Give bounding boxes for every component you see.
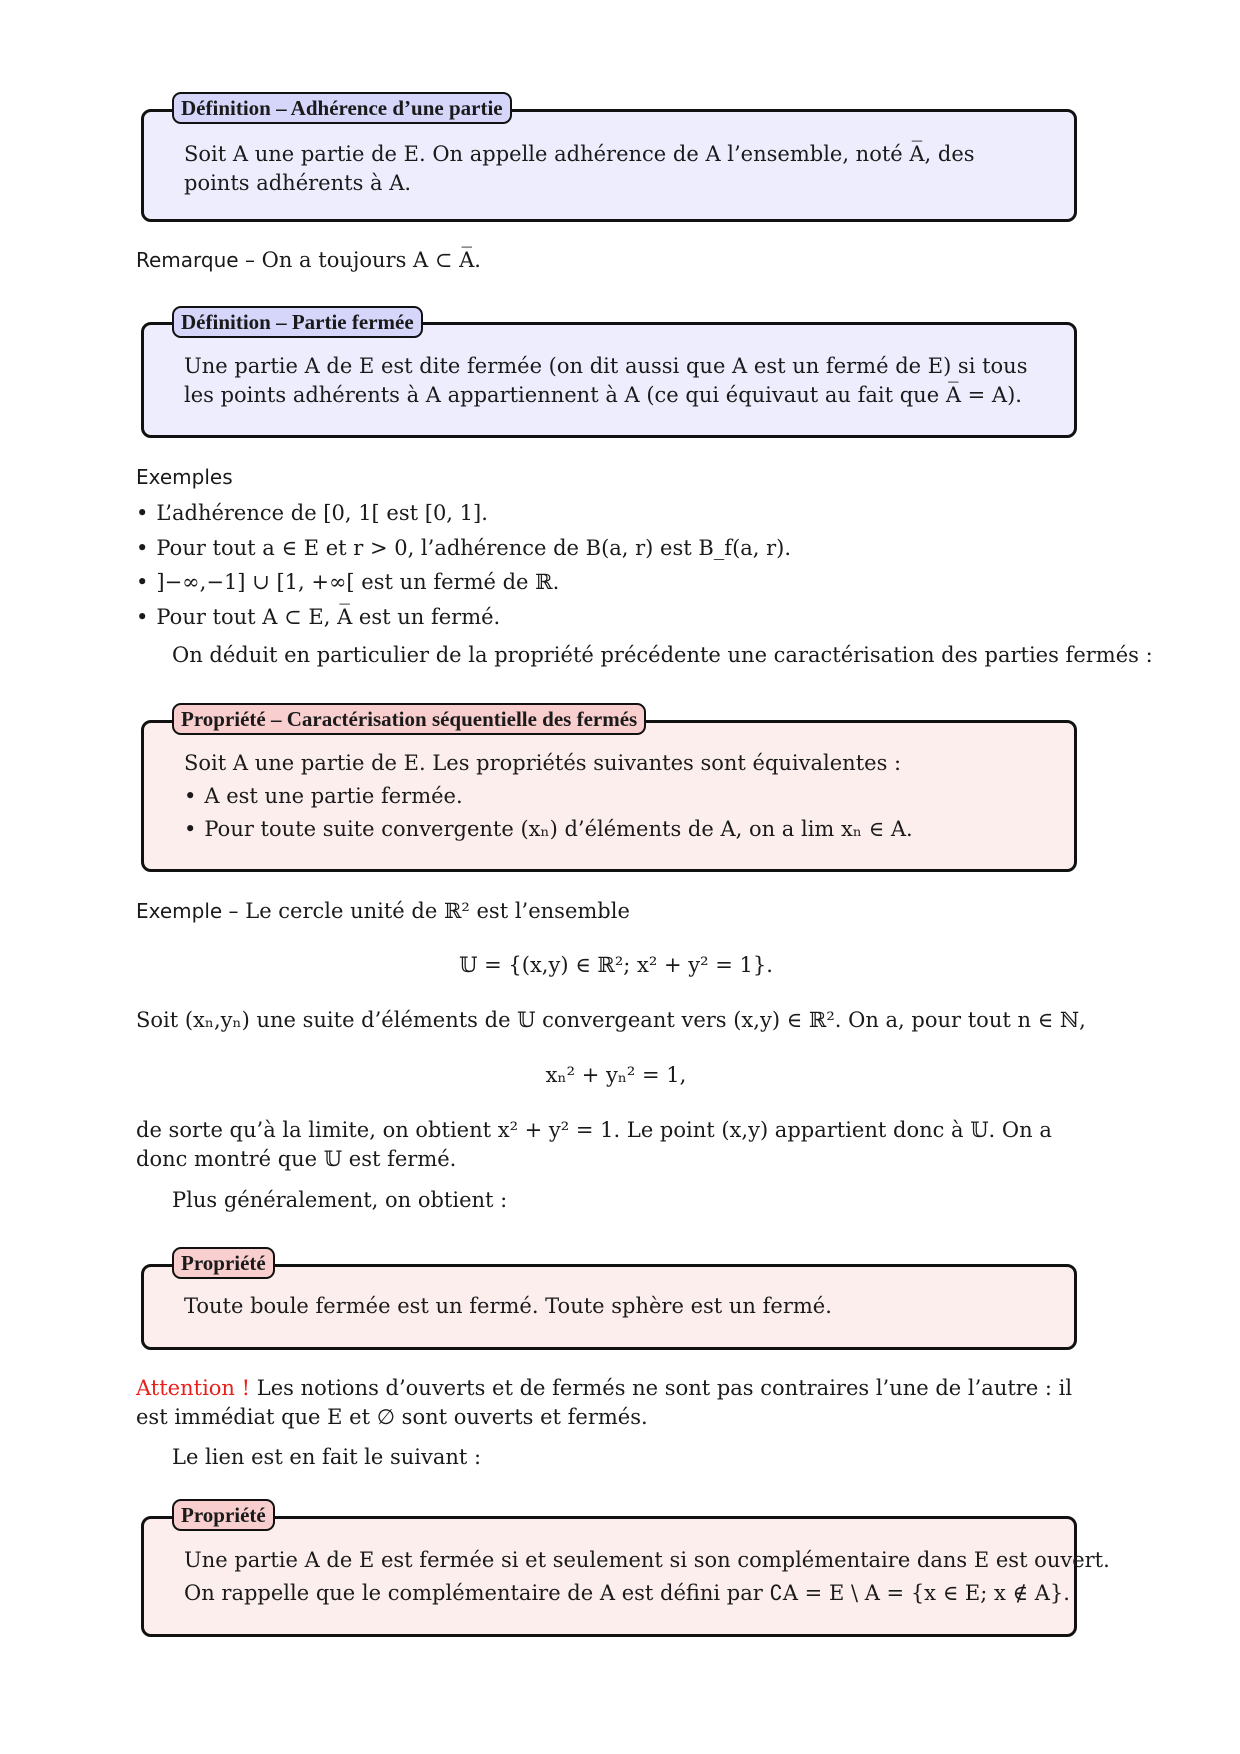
example-sequence-line: Soit (xₙ,yₙ) une suite d’éléments de 𝕌 convergeant vers (x,y) ∈ ℝ². On a, pour tout n ∈ ℕ, (136, 1008, 1086, 1032)
property-title-boule: Propriété (172, 1247, 275, 1279)
definition-text: Soit A une partie de E. On appelle adhérence de A l’ensemble, noté A̅, des points adhérents à A. (184, 142, 975, 195)
formula-cercle: 𝕌 = {(x,y) ∈ ℝ²; x² + y² = 1}. (459, 953, 773, 977)
definition-title-adherence: Définition – Adhérence d’une partie (172, 92, 512, 124)
property-box-caracterisation (141, 720, 1077, 872)
list-item: • Pour tout a ∈ E et r > 0, l’adhérence de B(a, r) est B_f(a, r). (136, 535, 792, 560)
attention-paragraph (136, 1374, 1086, 1432)
definition-box-partie-fermee (141, 322, 1077, 438)
remark-label: Remarque – (136, 248, 255, 272)
remark-text: On a toujours A ⊂ A̅. (261, 248, 481, 272)
property-line: On rappelle que le complémentaire de A est défini par ∁A = E \ A = {x ∈ E; x ∉ A}. (184, 1581, 1070, 1605)
intro-paragraph: Plus généralement, on obtient : (172, 1188, 508, 1212)
property-intro: Soit A une partie de E. Les propriétés suivantes sont équivalentes : (184, 751, 902, 775)
examples-list (136, 496, 1096, 634)
definition-box-adherence (141, 109, 1077, 222)
intro-paragraph: Le lien est en fait le suivant : (172, 1445, 482, 1469)
example-line (136, 896, 1096, 926)
list-item: • ]−∞,−1] ∪ [1, +∞[ est un fermé de ℝ. (136, 570, 560, 594)
example-label: Exemple – (136, 899, 239, 923)
formula-sequence: xₙ² + yₙ² = 1, (545, 1063, 687, 1087)
intro-paragraph: On déduit en particulier de la propriété précédente une caractérisation des parties fermés : (172, 643, 1153, 667)
example-text: Le cercle unité de ℝ² est l’ensemble (245, 899, 630, 923)
property-line: Une partie A de E est fermée si et seulement si son complémentaire dans E est ouvert. (184, 1548, 1110, 1572)
remark (136, 245, 1096, 275)
examples-title: Exemples (136, 465, 233, 489)
property-title-caracterisation: Propriété – Caractérisation séquentielle des fermés (172, 703, 646, 735)
list-item: • Pour tout A ⊂ E, A̅ est un fermé. (136, 604, 501, 629)
definition-text: Une partie A de E est dite fermée (on dit aussi que A est un fermé de E) si tous les points adhérents à A appartiennent à A (ce qui équivaut au fait que A̅ = A). (184, 354, 1028, 407)
attention-label: Attention ! (136, 1376, 251, 1400)
list-item: • A est une partie fermée. (184, 784, 463, 808)
list-item: • L’adhérence de [0, 1[ est [0, 1]. (136, 501, 488, 525)
attention-text: Les notions d’ouverts et de fermés ne sont pas contraires l’une de l’autre : il est immédiat que E et ∅ sont ouverts et fermés. (136, 1376, 1073, 1429)
property-box-boule (141, 1264, 1077, 1350)
property-text: Toute boule fermée est un fermé. Toute sphère est un fermé. (184, 1294, 832, 1318)
definition-title-partie-fermee: Définition – Partie fermée (172, 306, 423, 338)
property-title-complementaire: Propriété (172, 1499, 275, 1531)
list-item: • Pour toute suite convergente (xₙ) d’éléments de A, on a lim xₙ ∈ A. (184, 817, 913, 841)
example-conclusion: de sorte qu’à la limite, on obtient x² + y² = 1. Le point (x,y) appartient donc à 𝕌. On a donc montré que 𝕌 est fermé. (136, 1118, 1052, 1171)
property-box-complementaire (141, 1516, 1110, 1637)
